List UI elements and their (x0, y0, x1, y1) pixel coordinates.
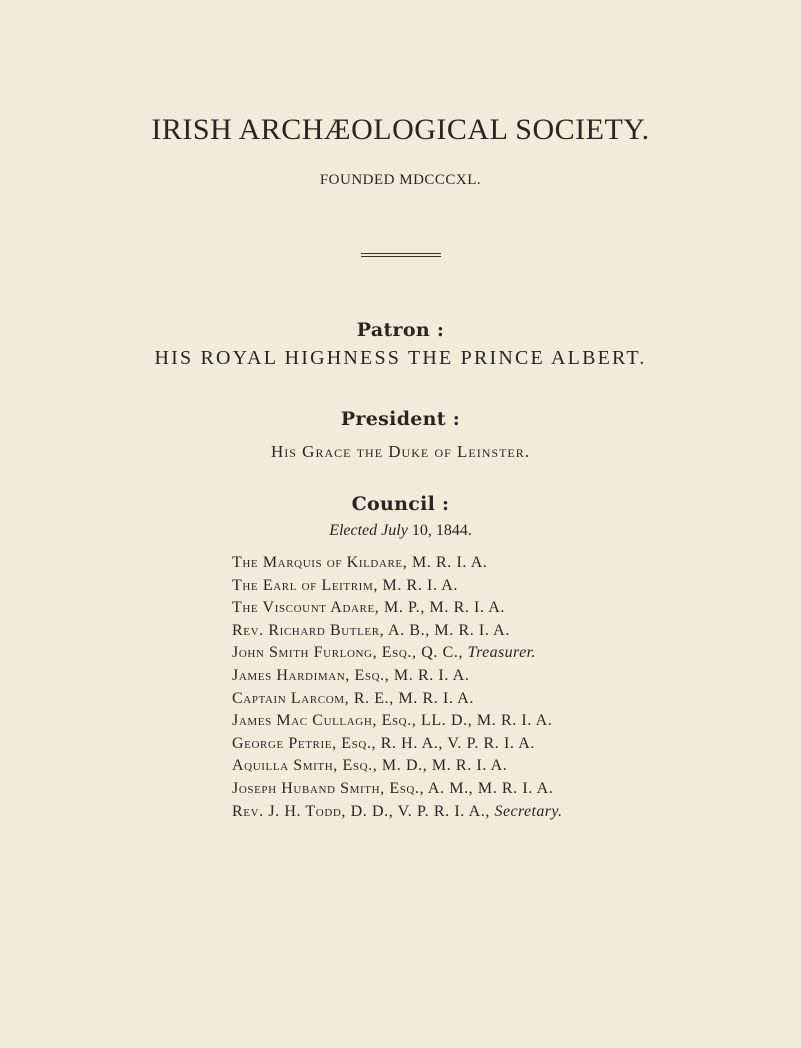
member-role: Treasurer. (467, 644, 536, 662)
patron-name: HIS ROYAL HIGHNESS THE PRINCE ALBERT. (154, 347, 647, 369)
member-text: The Marquis of Kildare, M. R. I. A. (232, 554, 488, 571)
member-text: The Earl of Leitrim, M. R. I. A. (232, 576, 459, 594)
elected-date-line (0, 520, 801, 542)
divider-rule (361, 253, 441, 257)
council-member (232, 597, 562, 620)
council-member (232, 733, 562, 756)
council-member (232, 620, 562, 643)
elected-date: 10, 1844. (407, 522, 472, 539)
elected-prefix: Elected July (329, 522, 408, 539)
council-member (232, 665, 562, 688)
member-text: George Petrie, Esq., R. H. A., V. P. R. I. A. (232, 734, 536, 752)
council-member (232, 801, 562, 824)
society-title: IRISH ARCHÆOLOGICAL SOCIETY. (151, 113, 650, 146)
council-member (232, 642, 562, 665)
patron-heading: Patron : (356, 319, 445, 341)
president-name: His Grace the Duke of Leinster. (270, 442, 531, 461)
council-member (232, 710, 562, 733)
member-text: Captain Larcom, R. E., M. R. I. A. (232, 689, 474, 707)
member-text: Joseph Huband Smith, Esq., A. M., M. R. I. A. (232, 779, 554, 797)
council-member (232, 575, 562, 598)
member-text: James Mac Cullagh, Esq., LL. D., M. R. I. A. (232, 712, 553, 730)
council-heading: Council : (351, 493, 450, 515)
member-text: Rev. Richard Butler, A. B., M. R. I. A. (232, 621, 510, 639)
council-member (232, 688, 562, 711)
member-text: The Viscount Adare, M. P., M. R. I. A. (232, 599, 506, 617)
council-member-list (232, 552, 562, 823)
member-text: Rev. J. H. Todd, D. D., V. P. R. I. A., (232, 802, 495, 820)
member-role: Secretary. (494, 802, 563, 820)
president-heading: President : (340, 408, 461, 430)
council-member (232, 552, 562, 575)
council-member (232, 778, 562, 801)
council-member (232, 755, 562, 778)
founded-line: FOUNDED MDCCCXL. (319, 172, 482, 188)
member-text: James Hardiman, Esq., M. R. I. A. (232, 666, 470, 684)
member-text: John Smith Furlong, Esq., Q. C., (232, 644, 468, 662)
member-text: Aquilla Smith, Esq., M. D., M. R. I. A. (232, 757, 508, 775)
